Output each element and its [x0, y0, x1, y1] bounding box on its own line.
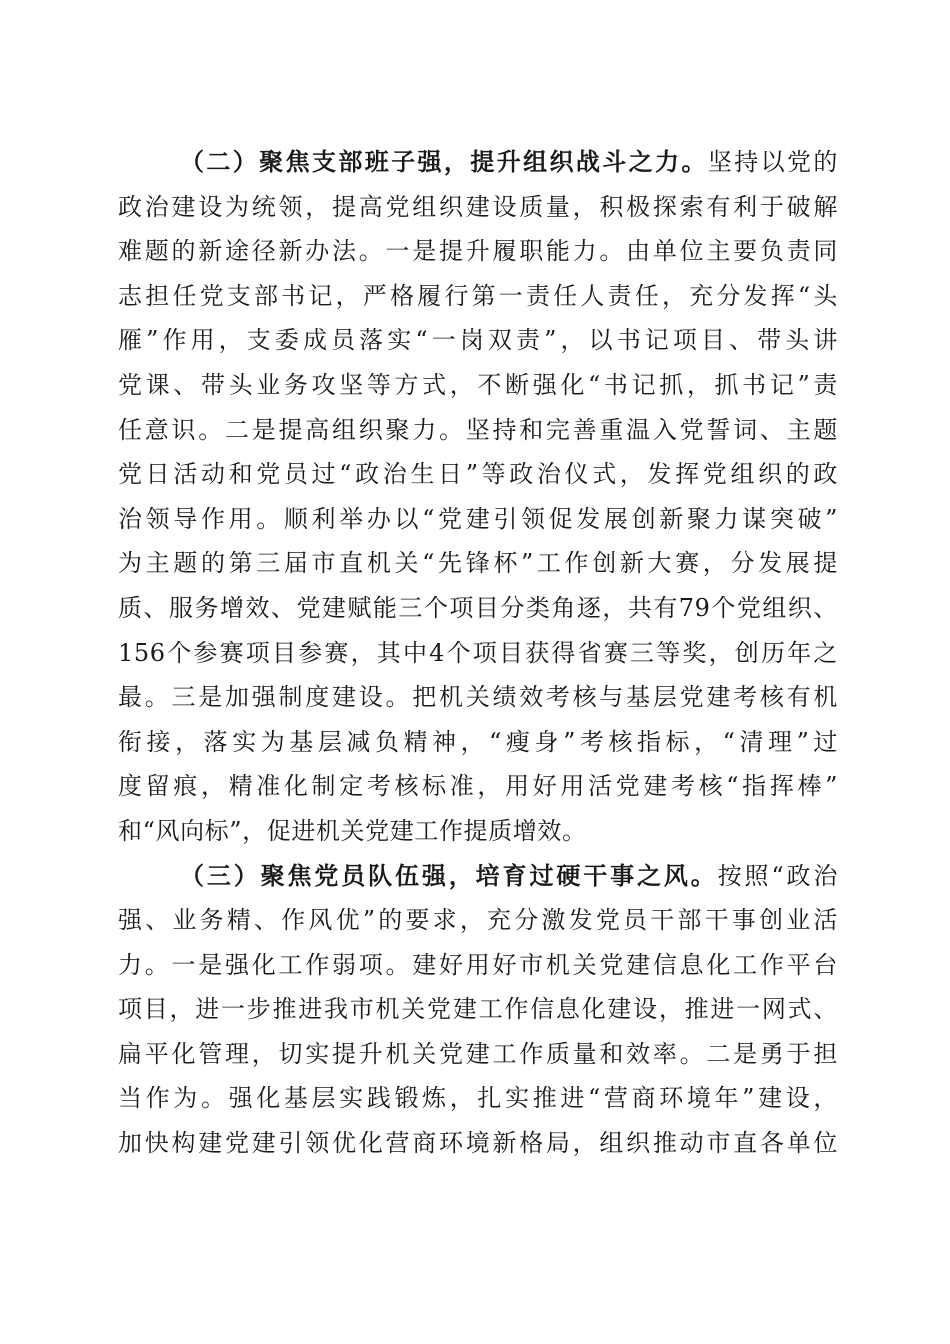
paragraph-2-line-2: 政治建设为统领，提高党组织建设质量，积极探索有利于破解 [118, 192, 838, 221]
paragraph-2-line-9: 治领导作用。顺利举办以“党建引领促发展创新聚力谋突破” [118, 504, 838, 533]
paragraph-3-line-3: 力。一是强化工作弱项。建好用好市机关党建信息化工作平台 [118, 950, 838, 979]
paragraph-2-line-13: 最。三是加强制度建设。把机关绩效考核与基层党建考核有机 [118, 683, 838, 712]
paragraph-3-line-5: 扁平化管理，切实提升机关党建工作质量和效率。二是勇于担 [118, 1039, 838, 1068]
paragraph-2-line-6: 党课、带头业务攻坚等方式，不断强化“书记抓，抓书记”责 [118, 370, 838, 399]
paragraph-2-text: 坚持以党的 [707, 148, 839, 176]
paragraph-3-text: 按照“政治 [717, 861, 838, 890]
paragraph-2-line-5: 雁”作用，支委成员落实“一岗双责”，以书记项目、带头讲 [118, 326, 838, 355]
paragraph-3-line-1 [118, 854, 838, 899]
paragraph-2-line-4: 志担任党支部书记，严格履行第一责任人责任，充分发挥“头 [118, 281, 838, 310]
paragraph-3-line-7: 加快构建党建引领优化营商环境新格局，组织推动市直各单位 [118, 1129, 838, 1158]
paragraph-2-line-16: 和“风向标”，促进机关党建工作提质增效。 [118, 816, 587, 845]
paragraph-2-line-1 [118, 140, 838, 185]
paragraph-2-line-7: 任意识。二是提高组织聚力。坚持和完善重温入党誓词、主题 [118, 415, 838, 444]
paragraph-2-line-3: 难题的新途径新办法。一是提升履职能力。由单位主要负责同 [118, 237, 838, 266]
paragraph-2-line-11: 质、服务增效、党建赋能三个项目分类角逐，共有79个党组织、 [118, 593, 838, 622]
paragraph-2-line-14: 衔接，落实为基层减负精神，“瘦身”考核指标，“清理”过 [118, 727, 838, 756]
paragraph-3-heading: （三）聚焦党员队伍强，培育过硬干事之风。 [180, 860, 718, 890]
paragraph-2-line-15: 度留痕，精准化制定考核标准，用好用活党建考核“指挥棒” [118, 772, 838, 801]
paragraph-2-heading: （二）聚焦支部班子强，提升组织战斗之力。 [180, 147, 708, 176]
paragraph-3-line-2: 强、业务精、作风优”的要求，充分激发党员干部干事创业活 [118, 906, 838, 935]
paragraph-2-line-10: 为主题的第三届市直机关“先锋杯”工作创新大赛，分发展提 [118, 549, 838, 578]
paragraph-2-line-12: 156个参赛项目参赛，其中4个项目获得省赛三等奖，创历年之 [118, 638, 838, 667]
body-text [118, 140, 838, 1166]
paragraph-3-line-4: 项目，进一步推进我市机关党建工作信息化建设，推进一网式、 [118, 995, 838, 1024]
paragraph-3-line-6: 当作为。强化基层实践锻炼，扎实推进“营商环境年”建设， [118, 1084, 838, 1113]
paragraph-2-line-8: 党日活动和党员过“政治生日”等政治仪式，发挥党组织的政 [118, 460, 838, 489]
